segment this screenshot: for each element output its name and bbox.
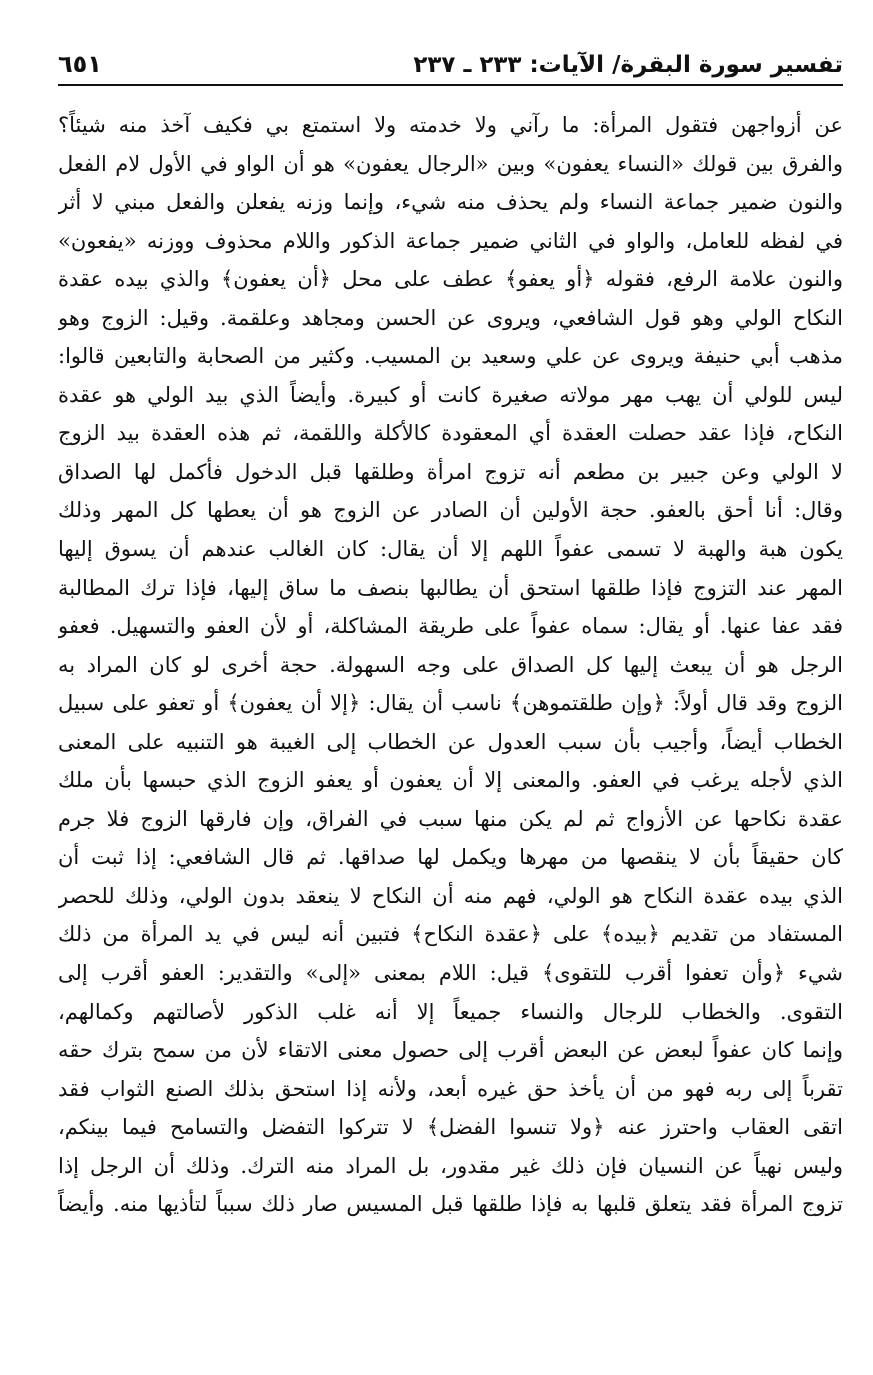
- text-line: ليس للولي أن يهب مهر مولاته صغيرة كانت أو كبيرة. وأيضاً الذي بيد الولي هو عقدة: [58, 382, 843, 407]
- text-line: التقوى. والخطاب للرجال والنساء جميعاً إلا أنه غلب الذكور لأصالتهم وكمالهم،: [58, 999, 843, 1024]
- text-line: مذهب أبي حنيفة ويروى عن علي وسعيد بن المسيب. وكثير من الصحابة والتابعين قالوا:: [58, 344, 843, 369]
- text-line: يكون هبة والهبة لا تسمى عفواً اللهم إلا أن يقال: كان الغالب عندهم أن يسوق إليها: [58, 537, 843, 562]
- text-line: وإنما كان عفواً لبعض عن البعض أقرب إلى حصول معنى الاتقاء لأن من سمح بترك حقه: [58, 1038, 843, 1063]
- text-line: تزوج المرأة فقد يتعلق قلبها به فإذا طلقها قبل المسيس صار ذلك سبباً لتأذيها منه. وأيضاً: [58, 1192, 843, 1217]
- text-line: وليس نهياً عن النسيان فإن ذلك غير مقدور، بل المراد منه الترك. وذلك أن الرجل إذا: [58, 1153, 843, 1178]
- text-line: النكاح، فإذا عقد حصلت العقدة أي المعقودة كالأكلة واللقمة، ثم هذه العقدة بيد الزوج: [58, 421, 843, 446]
- text-line: والفرق بين قولك «النساء يعفون» وبين «الرجال يعفون» هو أن الواو في الأول لام الفعل: [58, 151, 843, 176]
- text-line: الزوج وقد قال أولاً: ﴿وإن طلقتموهن﴾ ناسب أن يقال: ﴿إلا أن يعفون﴾ أو تعفو على سبيل: [58, 691, 843, 716]
- text-line: النكاح الولي وهو قول الشافعي، ويروى عن الحسن ومجاهد وعلقمة. وقيل: الزوج وهو: [58, 305, 843, 330]
- text-line: والنون علامة الرفع، فقوله ﴿أو يعفو﴾ عطف على محل ﴿أن يعفون﴾ والذي بيده عقدة: [58, 267, 843, 292]
- text-line: والنون ضمير جماعة النساء ولم يحذف منه شيء، وإنما وزنه يفعلن والفعل مبني لا أثر: [58, 190, 843, 215]
- running-title: تفسير سورة البقرة/ الآيات: ٢٣٣ ـ ٢٣٧: [413, 52, 843, 78]
- text-line: الذي لأجله يرغب في العفو. والمعنى إلا أن يعفون أو يعفو الزوج الذي حبسها بأن ملك: [58, 768, 843, 793]
- text-line: عقدة نكاحها عن الأزواج ثم لم يكن منها سبب في الفراق، وإن فارقها الزوج فلا جرم: [58, 806, 843, 831]
- text-line: الخطاب أيضاً، وأجيب بأن سبب العدول عن الخطاب إلى الغيبة هو التنبيه على المعنى: [58, 729, 843, 754]
- text-line: المستفاد من تقديم ﴿بيده﴾ على ﴿عقدة النكاح﴾ فتبين أنه ليس في يد المرأة من ذلك: [58, 922, 843, 947]
- text-line: فقد عفا عنها. أو يقال: سماه عفواً على طريقة المشاكلة، أو لأن العفو والتسهيل. فعفو: [58, 614, 843, 639]
- header-divider: [58, 84, 843, 86]
- text-line: شيء ﴿وأن تعفوا أقرب للتقوى﴾ قيل: اللام بمعنى «إلى» والتقدير: العفو أقرب إلى: [58, 961, 843, 986]
- body-text: [58, 106, 843, 1224]
- text-line: اتقى العقاب واحترز عنه ﴿ولا تنسوا الفضل﴾ لا تتركوا التفضل والتسامح فيما بينكم،: [58, 1115, 843, 1140]
- text-line: في لفظه للعامل، والواو في الثاني ضمير جماعة الذكور واللام محذوف ووزنه «يفعون»: [58, 228, 843, 253]
- text-line: وقال: أنا أحق بالعفو. حجة الأولين أن الصادر عن الزوج هو أن يعطها كل المهر وذلك: [58, 498, 843, 523]
- text-line: المهر عند التزوج فإذا طلقها استحق أن يطالبها بنصف ما ساق إليها، فإذا ترك المطالبة: [58, 575, 843, 600]
- text-line: عن أزواجهن فتقول المرأة: ما رآني ولا خدمته ولا استمتع بي فكيف آخذ منه شيئاً؟: [58, 113, 843, 137]
- text-line: لا الولي وعن جبير بن مطعم أنه تزوج امرأة وطلقها قبل الدخول فأكمل لها الصداق: [58, 459, 843, 484]
- text-line: تقرباً إلى ربه فهو من أن يأخذ حق غيره أبعد، ولأنه إذا استحق بذلك الصنع الثواب فقد: [58, 1076, 843, 1101]
- text-line: كان حقيقاً بأن لا ينقصها من مهرها ويكمل لها صداقها. ثم قال الشافعي: إذا ثبت أن: [58, 845, 843, 870]
- text-line: الذي بيده عقدة النكاح هو الولي، فهم منه أن النكاح لا ينعقد بدون الولي، وذلك للحصر: [58, 883, 843, 908]
- page-header: [58, 38, 843, 78]
- page-number: ٦٥١: [58, 50, 102, 78]
- text-line: الرجل هو أن يبعث إليها كل الصداق على وجه السهولة. حجة أخرى لو كان المراد به: [58, 652, 843, 677]
